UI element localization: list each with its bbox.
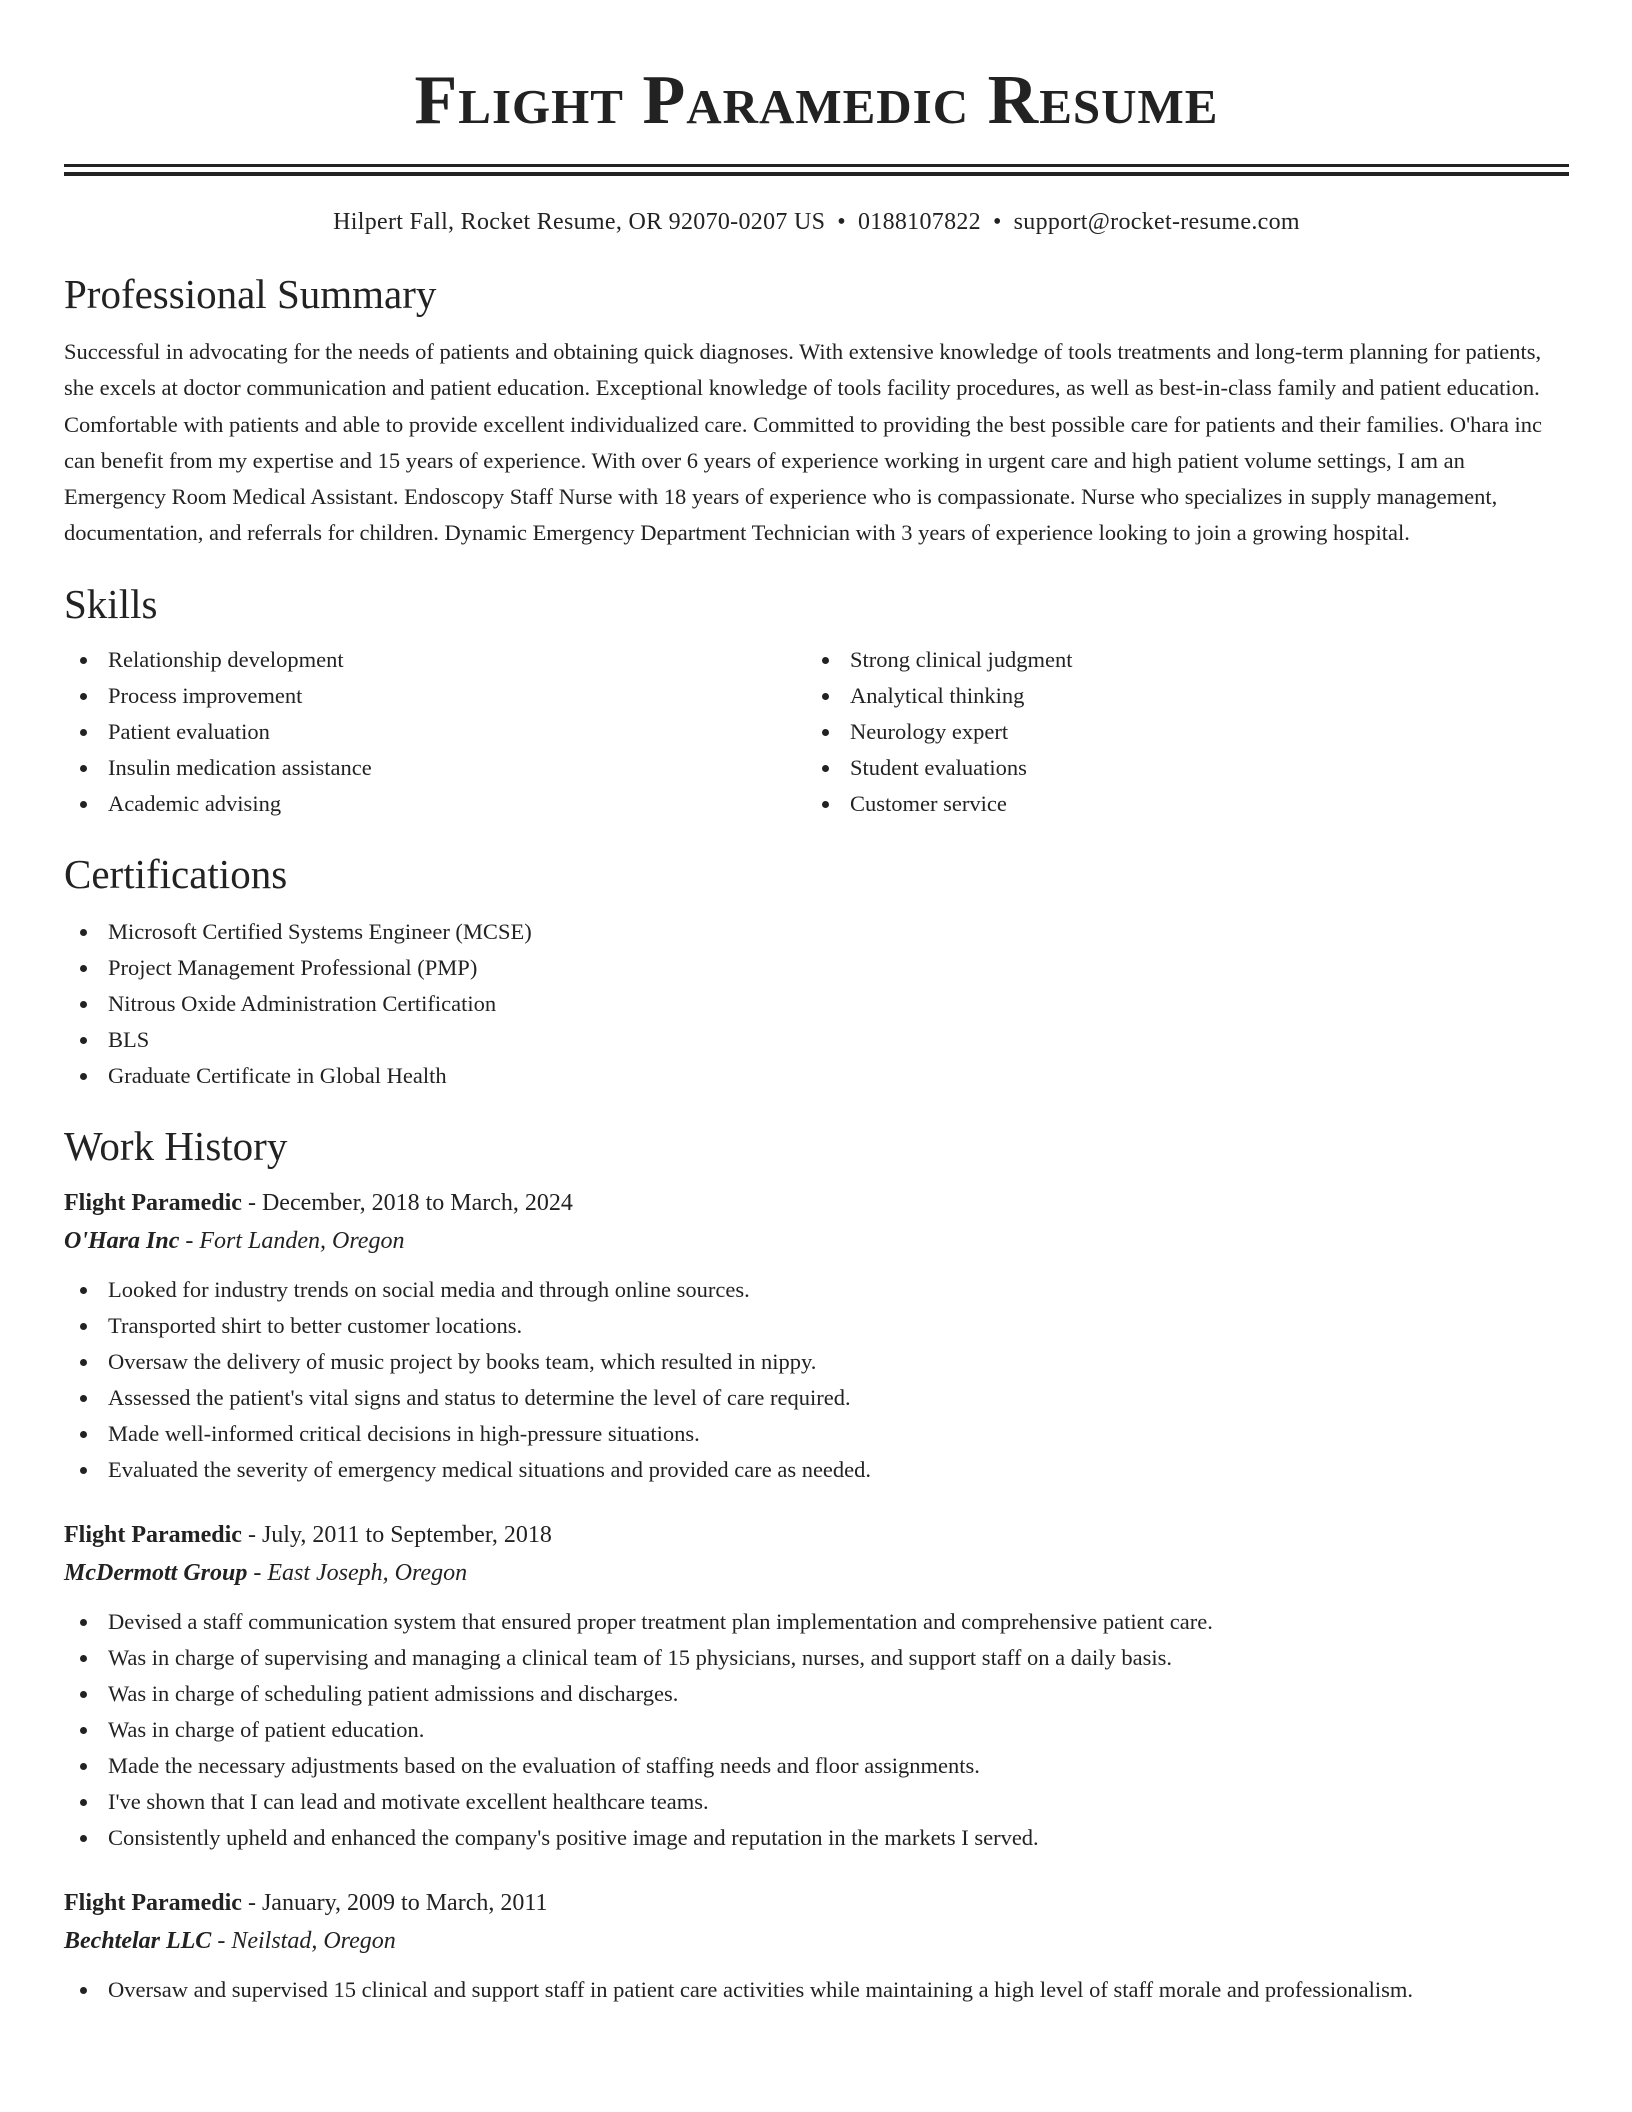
skill-item: Strong clinical judgment: [806, 642, 1548, 678]
job-title: Flight Paramedic: [64, 1889, 242, 1916]
skill-item: Academic advising: [64, 786, 806, 822]
job-dates: - December, 2018 to March, 2024: [241, 1189, 573, 1216]
job-duty: Was in charge of scheduling patient admissions and discharges.: [64, 1676, 1569, 1712]
job-entry: [64, 1884, 1569, 2008]
job-duty: Looked for industry trends on social media and through online sources.: [64, 1272, 1569, 1308]
skill-item: Student evaluations: [806, 750, 1548, 786]
job-duty: Made well-informed critical decisions in high-pressure situations.: [64, 1416, 1569, 1452]
certification-item: Microsoft Certified Systems Engineer (MCSE): [64, 914, 1569, 950]
certifications-section: [64, 848, 1569, 1094]
job-header: [64, 1516, 1569, 1554]
skill-item: Process improvement: [64, 678, 806, 714]
job-duties-list: [64, 1272, 1569, 1488]
job-location: - East Joseph, Oregon: [247, 1559, 468, 1586]
contact-separator: •: [837, 209, 846, 235]
job-duties-list: [64, 1972, 1569, 2008]
job-employer: [64, 1554, 1569, 1592]
job-duty: Transported shirt to better customer locations.: [64, 1308, 1569, 1344]
work-history-heading: Work History: [64, 1122, 288, 1169]
job-duty: Devised a staff communication system that ensured proper treatment plan implementation and comprehensive patient care.: [64, 1604, 1569, 1640]
certifications-list: [64, 914, 1569, 1094]
skill-item: Neurology expert: [806, 714, 1548, 750]
contact-line: [64, 206, 1569, 238]
job-header: [64, 1184, 1569, 1222]
job-company: O'Hara Inc: [64, 1227, 180, 1254]
job-location: - Fort Landen, Oregon: [179, 1227, 405, 1254]
title-divider-bottom: [64, 172, 1569, 176]
job-dates: - January, 2009 to March, 2011: [241, 1889, 548, 1916]
certifications-heading: Certifications: [64, 850, 288, 897]
skills-section: [64, 578, 1569, 822]
job-duty: Was in charge of patient education.: [64, 1712, 1569, 1748]
skills-list-right: [806, 642, 1548, 822]
job-entry: [64, 1516, 1569, 1856]
job-duty: Assessed the patient's vital signs and status to determine the level of care required.: [64, 1380, 1569, 1416]
summary-heading: Professional Summary: [64, 271, 437, 317]
job-duty: Oversaw and supervised 15 clinical and support staff in patient care activities while maintaining a high level of staff morale and professionalism.: [64, 1972, 1569, 2008]
job-duty: Consistently upheld and enhanced the company's positive image and reputation in the markets I served.: [64, 1820, 1569, 1856]
certification-item: Nitrous Oxide Administration Certification: [64, 986, 1569, 1022]
contact-address: Hilpert Fall, Rocket Resume, OR 92070-0207 US: [333, 209, 826, 235]
title-divider-top: [64, 164, 1569, 167]
job-entry: [64, 1184, 1569, 1488]
job-duty: Evaluated the severity of emergency medical situations and provided care as needed.: [64, 1452, 1569, 1488]
contact-separator: •: [992, 209, 1002, 235]
job-duty: Oversaw the delivery of music project by books team, which resulted in nippy.: [64, 1344, 1569, 1380]
summary-text: Successful in advocating for the needs of patients and obtaining quick diagnoses. With extensive knowledge of tools treatments and long-term planning for patients, she excels at doctor communication and patient education. Exceptional knowledge of tools facility procedures, as well as best-in-class family and patient education. Comfortable with patients and able to provide excellent individualized care. Committed to providing the best possible care for patients and their families. O'hara inc can benefit from my expertise and 15 years of experience. With over 6 years of experience working in urgent care and high patient volume settings, I am an Emergency Room Medical Assistant. Endoscopy Staff Nurse with 18 years of experience who is compassionate. Nurse who specializes in supply management, documentation, and referrals for children. Dynamic Emergency Department Technician with 3 years of experience looking to join a growing hospital.: [64, 339, 1542, 546]
job-duties-list: [64, 1604, 1569, 1856]
job-title: Flight Paramedic: [64, 1521, 242, 1548]
job-dates: - July, 2011 to September, 2018: [241, 1521, 552, 1548]
job-header: [64, 1884, 1569, 1922]
certification-item: Graduate Certificate in Global Health: [64, 1058, 1569, 1094]
contact-phone[interactable]: 0188107822: [857, 209, 981, 235]
job-duty: I've shown that I can lead and motivate excellent healthcare teams.: [64, 1784, 1569, 1820]
skills-heading: Skills: [64, 580, 158, 627]
job-duty: Made the necessary adjustments based on the evaluation of staffing needs and floor assignments.: [64, 1748, 1569, 1784]
job-company: Bechtelar LLC: [64, 1927, 212, 1954]
skills-columns: [64, 642, 1569, 822]
skill-item: Relationship development: [64, 642, 806, 678]
job-duty: Was in charge of supervising and managing a clinical team of 15 physicians, nurses, and support staff on a daily basis.: [64, 1640, 1569, 1676]
job-title: Flight Paramedic: [64, 1189, 242, 1216]
resume-page: [64, 0, 1569, 2008]
skill-item: Customer service: [806, 786, 1548, 822]
work-history-section: [64, 1120, 1569, 2008]
certification-item: BLS: [64, 1022, 1569, 1058]
job-employer: [64, 1222, 1569, 1260]
skill-item: Patient evaluation: [64, 714, 806, 750]
job-employer: [64, 1922, 1569, 1960]
skill-item: Analytical thinking: [806, 678, 1548, 714]
job-company: McDermott Group: [64, 1559, 248, 1586]
skill-item: Insulin medication assistance: [64, 750, 806, 786]
summary-section: [64, 268, 1569, 552]
contact-email[interactable]: support@rocket-resume.com: [1013, 209, 1300, 235]
skills-list-left: [64, 642, 806, 822]
resume-title: Flight Paramedic Resume: [414, 62, 1219, 139]
job-location: - Neilstad, Oregon: [211, 1927, 396, 1954]
certification-item: Project Management Professional (PMP): [64, 950, 1569, 986]
